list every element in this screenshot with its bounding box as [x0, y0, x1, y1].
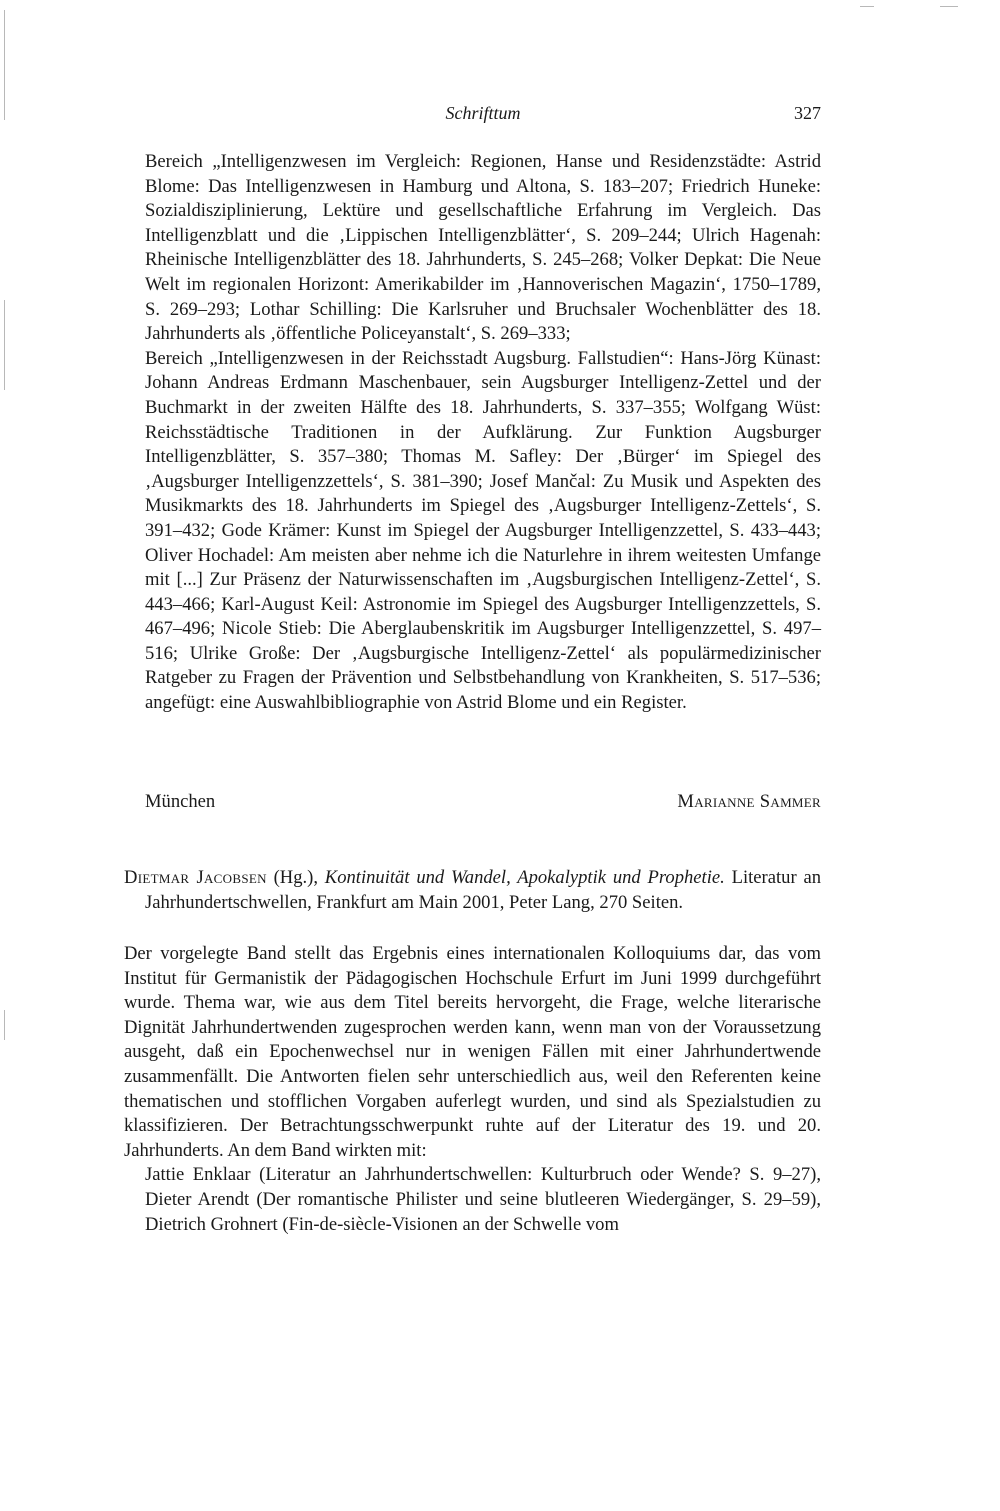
bibliographic-details: Literatur an Jahrhundertschwellen, Frankfurt am Main 2001, Peter Lang, 270 Seiten. — [145, 867, 821, 913]
scan-edge-mark — [4, 10, 5, 120]
reviewer-name: Marianne Sammer — [677, 791, 821, 812]
scan-edge-mark — [940, 6, 958, 7]
book-author: Dietmar Jacobsen — [124, 867, 267, 888]
scan-edge-mark — [4, 1010, 5, 1040]
review-contents-list — [145, 150, 821, 716]
page-header — [145, 101, 821, 129]
book-title: Kontinuität und Wandel, Apokalyptik und Prophetie. — [324, 867, 725, 888]
page-number: 327 — [794, 103, 821, 123]
review-paragraph: Jattie Enklaar (Literatur an Jahrhundertschwellen: Kulturbruch oder Wende? S. 9–27), Dieter Arendt (Der romantische Philister und seine blutleeren Wiedergänger, S. 29–59), Dietrich Grohnert (Fin-de-siècle-Visionen an der Schwelle vom — [145, 1164, 821, 1235]
review-place: München — [145, 791, 216, 812]
review-body — [124, 942, 821, 1237]
contents-paragraph: Bereich „Intelligenzwesen in der Reichsstadt Augsburg. Fallstudien“: Hans-Jörg Künast: Johann Andreas Erdmann Maschenbauer, sein Augsburger Intelligenz-Zettel und der Buchmarkt in der zweiten Hälfte des 18. Jahrhunderts, S. 337–355; Wolfgang Wüst: Reichsstädtische Traditionen in der Aufklärung. Zur Funktion Augsburger Intelligenzblätter, S. 357–380; Thomas M. Safley: Der ‚Bürger‘ im Spiegel des ‚Augsburger Intelligenzzettels‘, S. 381–390; Josef Mančal: Zu Musik und Aspekten des Musikmarkts des 18. Jahrhunderts im Spiegel des ‚Augsburger Intelligenz-Zettels‘, S. 391–432; Gode Krämer: Kunst im Spiegel der Augsburger Intelligenzzettel, S. 433–443; Oliver Hochadel: Am meisten aber nehme ich die Naturlehre in ihrem weitesten Umfange mit [...] Zur Präsenz der Naturwissenschaften im ‚Augsburgischen Intelligenz-Zettel‘, S. 443–466; Karl-August Keil: Astronomie im Spiegel des Augsburger Intelligenzzettels, S. 467–496; Nicole Stieb: Die Aberglaubenskritik im Augsburger Intelligenzzettel, S. 497–516; Ulrike Große: Der ‚Augsburgische Intelligenz-Zettel‘ als populärmedizinischer Ratgeber zu Fragen der Prävention und Selbstbehandlung von Krankheiten, S. 517–536; angefügt: eine Auswahlbibliographie von Astrid Blome und ein Register. — [145, 347, 821, 714]
running-title: Schrifttum — [445, 103, 521, 123]
bibliographic-entry — [124, 866, 821, 915]
review-paragraph: Der vorgelegte Band stellt das Ergebnis eines internationalen Kolloquiums dar, das vom Institut für Germanistik der Pädagogischen Hochschule Erfurt im Juni 1999 durchgeführt wurde. Thema war, wie aus dem Titel bereits hervorgeht, die Frage, welche literarische Dignität Jahrhundertwenden zugesprochen werden kann, wenn man von der Voraussetzung ausgeht, daß ein Epochenwechsel nur in wenigen Fällen mit einer Jahrhundertwende zusammenfällt. Die Antworten fielen sehr unterschiedlich aus, weil den Referenten keine thematischen und stofflichen Vorgaben auferlegt wurden, und sind als Spezialstudien zu klassifizieren. Der Betrachtungsschwerpunkt ruhte auf der Literatur des 19. und 20. Jahrhunderts. An dem Band wirkten mit: — [124, 943, 821, 1161]
scan-edge-mark — [860, 6, 874, 7]
author-suffix: (Hg.), — [266, 867, 325, 888]
contents-paragraph: Bereich „Intelligenzwesen im Vergleich: Regionen, Hanse und Residenzstädte: Astrid Blome: Das Intelligenzwesen in Hamburg und Altona, S. 183–207; Friedrich Huneke: Sozialdisziplinierung, Lektüre und gesellschaftliche Erfahrung im Vergleich. Das Intelligenzblatt und die ‚Lippischen Intelligenzblätter‘, S. 209–244; Ulrich Hagenah: Rheinische Intelligenzblätter des 18. Jahrhunderts, S. 245–268; Volker Depkat: Die Neue Welt im regionalen Horizont: Amerikabilder im ‚Hannoverischen Magazin‘, 1750–1789, S. 269–293; Lothar Schilling: Die Karlsruher und Bruchsaler Wochenblätter des 18. Jahrhunderts als ‚öffentliche Policeyanstalt‘, S. 269–333; — [145, 151, 821, 345]
review-bibliographic-heading — [124, 866, 821, 915]
scan-edge-mark — [4, 300, 5, 390]
